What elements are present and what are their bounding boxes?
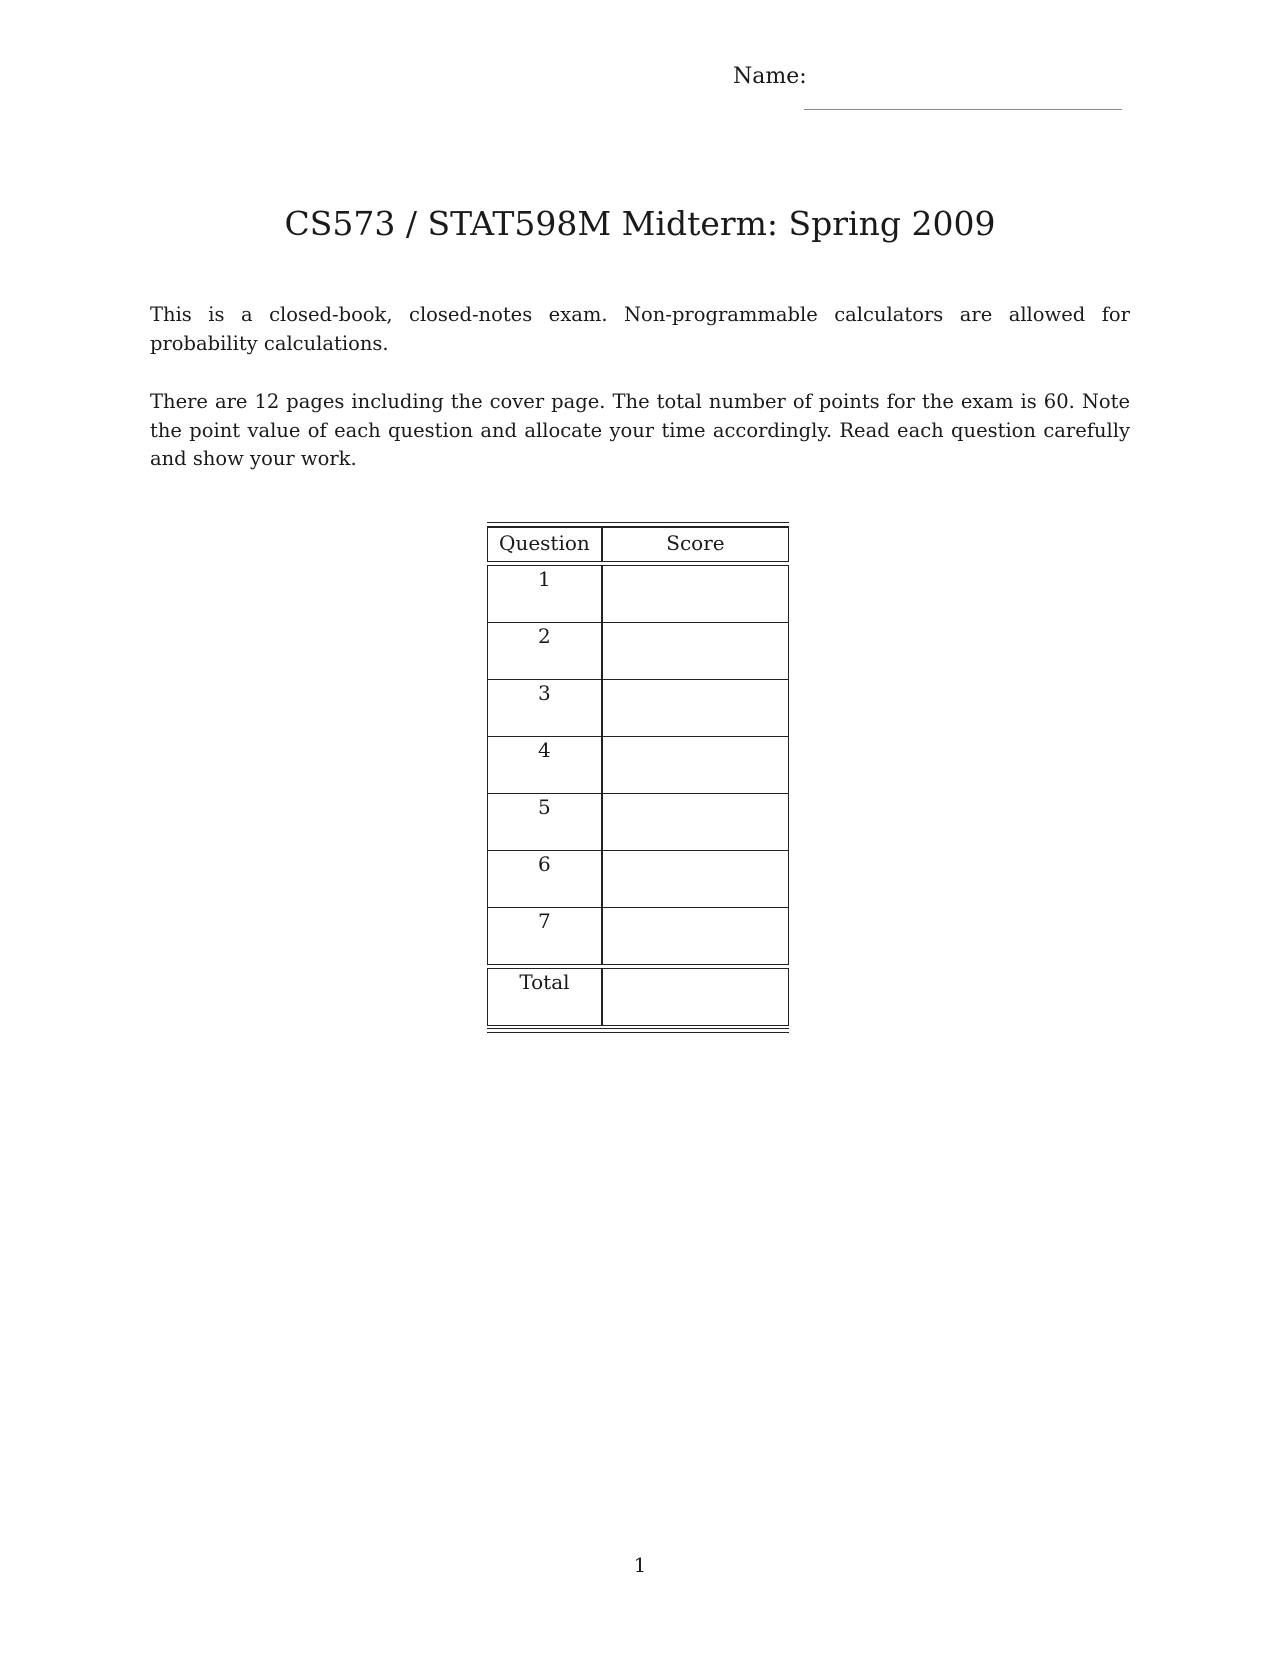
score-cell[interactable] [602, 737, 789, 794]
table-bottom-rule [487, 1028, 789, 1033]
table-row [487, 737, 789, 794]
table-row [487, 623, 789, 680]
question-number: 7 [487, 908, 602, 965]
header-score: Score [602, 527, 789, 562]
table-row [487, 908, 789, 965]
question-number: 1 [487, 565, 602, 623]
name-label: Name: [733, 64, 807, 89]
table-header-row [487, 527, 789, 562]
table-row [487, 680, 789, 737]
total-label: Total [487, 968, 602, 1026]
instructions-paragraph-2: There are 12 pages including the cover page. The total number of points for the exam is 60. Note the point value of each question and allocate your time accordingly. Read each question carefully and show your work. [150, 390, 1130, 470]
question-number: 6 [487, 851, 602, 908]
score-table [487, 522, 789, 1033]
total-score-cell[interactable] [602, 968, 789, 1026]
total-row [487, 968, 789, 1026]
page-number: 1 [633, 1553, 647, 1577]
table-row [487, 851, 789, 908]
score-cell[interactable] [602, 623, 789, 680]
score-cell[interactable] [602, 851, 789, 908]
question-number: 2 [487, 623, 602, 680]
score-cell[interactable] [602, 908, 789, 965]
instructions-paragraph-1: This is a closed-book, closed-notes exam. Non-programmable calculators are allowed for probability calculations. [150, 303, 1130, 355]
question-number: 4 [487, 737, 602, 794]
score-cell[interactable] [602, 794, 789, 851]
question-number: 3 [487, 680, 602, 737]
exam-title: CS573 / STAT598M Midterm: Spring 2009 [284, 204, 996, 243]
score-cell[interactable] [602, 680, 789, 737]
score-cell[interactable] [602, 565, 789, 623]
table-row [487, 565, 789, 623]
question-number: 5 [487, 794, 602, 851]
table-row [487, 794, 789, 851]
name-blank-line[interactable] [804, 109, 1122, 110]
header-question: Question [487, 527, 602, 562]
